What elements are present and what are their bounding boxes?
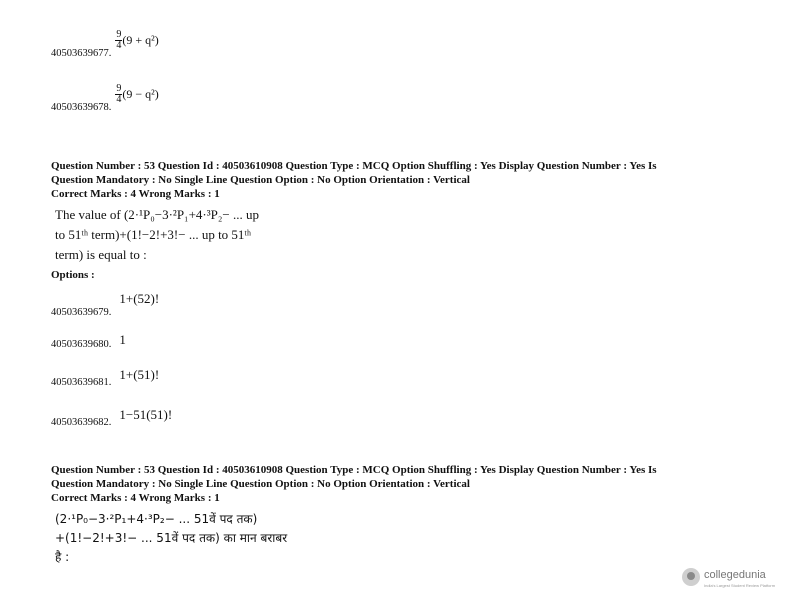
question-header — [51, 159, 741, 201]
avatar-icon — [682, 568, 700, 586]
question-header-line: Question Mandatory : No Single Line Question Option : No Option Orientation : Vertical — [51, 174, 470, 186]
collegedunia-logo — [682, 565, 775, 588]
option-row — [51, 331, 126, 349]
fraction-denominator: 4 — [116, 94, 122, 105]
fraction-numerator: 9 — [116, 83, 122, 94]
question-header-line: Question Number : 53 Question Id : 40503610908 Question Type : MCQ Option Shuffling : Yes Display Question Number : Yes Is — [51, 464, 657, 476]
option-row — [51, 366, 160, 388]
question-header — [51, 463, 741, 505]
question-text-line: +(1!−2!+3!− ... 51वें पद तक) का मान बराबर — [55, 531, 288, 545]
option-row — [51, 29, 159, 60]
logo-name: collegedunia — [704, 569, 766, 581]
question-text-line: to 51ᵗʰ term)+(1!−2!+3!− ... up to 51ᵗʰ — [55, 227, 252, 242]
option-row — [51, 290, 160, 318]
option-text: 1 — [119, 332, 126, 347]
question-text-line: है : — [55, 550, 70, 564]
logo-tagline: India's Largest Student Review Platform — [704, 583, 776, 588]
option-id: 40503639679. — [51, 307, 112, 318]
question-text-line: (2·¹P₀−3·²P₁+4·³P₂− ... 51वें पद तक) — [55, 512, 258, 526]
question-marks: Correct Marks : 4 Wrong Marks : 1 — [51, 492, 220, 504]
option-expression: (9 − q²) — [122, 87, 159, 101]
option-id: 40503639678. — [51, 102, 112, 114]
question-text — [55, 510, 355, 567]
fraction-numerator: 9 — [116, 29, 122, 40]
question-header-line: Question Mandatory : No Single Line Question Option : No Option Orientation : Vertical — [51, 478, 470, 490]
option-text: 1−51(51)! — [119, 407, 173, 422]
option-text: 1+(52)! — [119, 291, 160, 306]
option-expression: (9 + q²) — [122, 33, 159, 47]
option-text: 1+(51)! — [119, 367, 160, 382]
question-text-line: The value of (2·¹P₀−3·²P₁+4·³P₂− ... up — [55, 207, 259, 222]
question-text-line: term) is equal to : — [55, 247, 147, 262]
options-label: Options : — [51, 269, 95, 281]
question-header-line: Question Number : 53 Question Id : 40503610908 Question Type : MCQ Option Shuffling : Yes Display Question Number : Yes Is — [51, 160, 657, 172]
option-id: 40503639682. — [51, 417, 112, 428]
option-row — [51, 406, 173, 428]
fraction-denominator: 4 — [116, 40, 122, 51]
option-id: 40503639681. — [51, 377, 112, 388]
option-row — [51, 83, 159, 114]
option-id: 40503639677. — [51, 48, 112, 60]
option-id: 40503639680. — [51, 339, 112, 350]
question-marks: Correct Marks : 4 Wrong Marks : 1 — [51, 188, 220, 200]
question-text — [55, 205, 335, 265]
